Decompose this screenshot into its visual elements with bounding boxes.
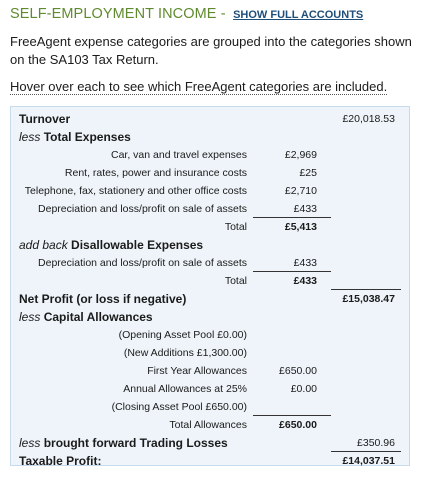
taxable-profit-label: Taxable Profit: [19, 454, 102, 468]
rent-expenses-label[interactable]: Rent, rates, power and insurance costs [64, 167, 247, 179]
section-title: SELF-EMPLOYMENT INCOME - [10, 6, 226, 22]
trading-losses-prefix: less [19, 436, 41, 450]
depreciation-amount: £433 [293, 203, 317, 215]
disallowable-heading [19, 236, 203, 254]
office-expenses-label[interactable]: Telephone, fax, stationery and other office costs [24, 185, 247, 197]
depreciation-label[interactable]: Depreciation and loss/profit on sale of assets [38, 203, 247, 215]
rent-expenses-amount: £25 [299, 167, 317, 179]
annual-allowances-amount: £0.00 [290, 383, 317, 395]
show-full-accounts-link[interactable]: SHOW FULL ACCOUNTS [233, 9, 364, 21]
disallowable-label: Disallowable Expenses [71, 238, 204, 252]
expenses-total-amount: £5,413 [284, 221, 317, 233]
net-profit-label: Net Profit (or loss if negative) [19, 292, 187, 306]
disallowable-depreciation-amount: £433 [293, 257, 317, 269]
capital-allowances-label: Capital Allowances [43, 310, 153, 324]
net-profit-amount: £15,038.47 [342, 293, 395, 305]
disallowable-total-amount: £433 [293, 275, 317, 287]
disallowable-prefix: add back [19, 238, 68, 252]
closing-pool-label: (Closing Asset Pool £650.00) [111, 401, 247, 413]
first-year-allowances-amount: £650.00 [279, 365, 317, 377]
disallowable-depreciation-label[interactable]: Depreciation and loss/profit on sale of assets [38, 257, 247, 269]
turnover-label: Turnover [19, 112, 71, 126]
first-year-allowances-label: First Year Allowances [147, 365, 247, 377]
disallowable-total-label: Total [224, 275, 247, 287]
intro-text: FreeAgent expense categories are grouped into the categories shown on the SA103 Tax Return. [10, 34, 412, 67]
opening-pool-label: (Opening Asset Pool £0.00) [118, 329, 247, 341]
trading-losses-amount: £350.96 [357, 437, 395, 449]
income-summary-panel [10, 106, 410, 466]
total-allowances-label: Total Allowances [169, 419, 247, 431]
office-expenses-amount: £2,710 [284, 185, 317, 197]
total-allowances-amount: £650.00 [279, 419, 317, 431]
hover-hint [10, 78, 387, 96]
taxable-profit-amount: £14,037.51 [342, 455, 395, 467]
turnover-amount: £20,018.53 [342, 113, 395, 125]
expenses-total-label: Total [224, 221, 247, 233]
capital-allowances-prefix: less [19, 310, 41, 324]
car-expenses-amount: £2,969 [284, 149, 317, 161]
trading-losses-label: brought forward Trading Losses [43, 436, 228, 450]
total-expenses-heading [19, 128, 131, 146]
header [10, 5, 363, 25]
car-expenses-label[interactable]: Car, van and travel expenses [111, 149, 247, 161]
total-expenses-label: Total Expenses [43, 130, 131, 144]
annual-allowances-label: Annual Allowances at 25% [123, 383, 247, 395]
new-additions-label: (New Additions £1,300.00) [123, 347, 247, 359]
total-expenses-prefix: less [19, 130, 41, 144]
capital-allowances-heading [19, 308, 153, 326]
trading-losses-heading [19, 434, 228, 452]
hover-hint-text: Hover over each to see which FreeAgent categories are included. [10, 79, 388, 94]
